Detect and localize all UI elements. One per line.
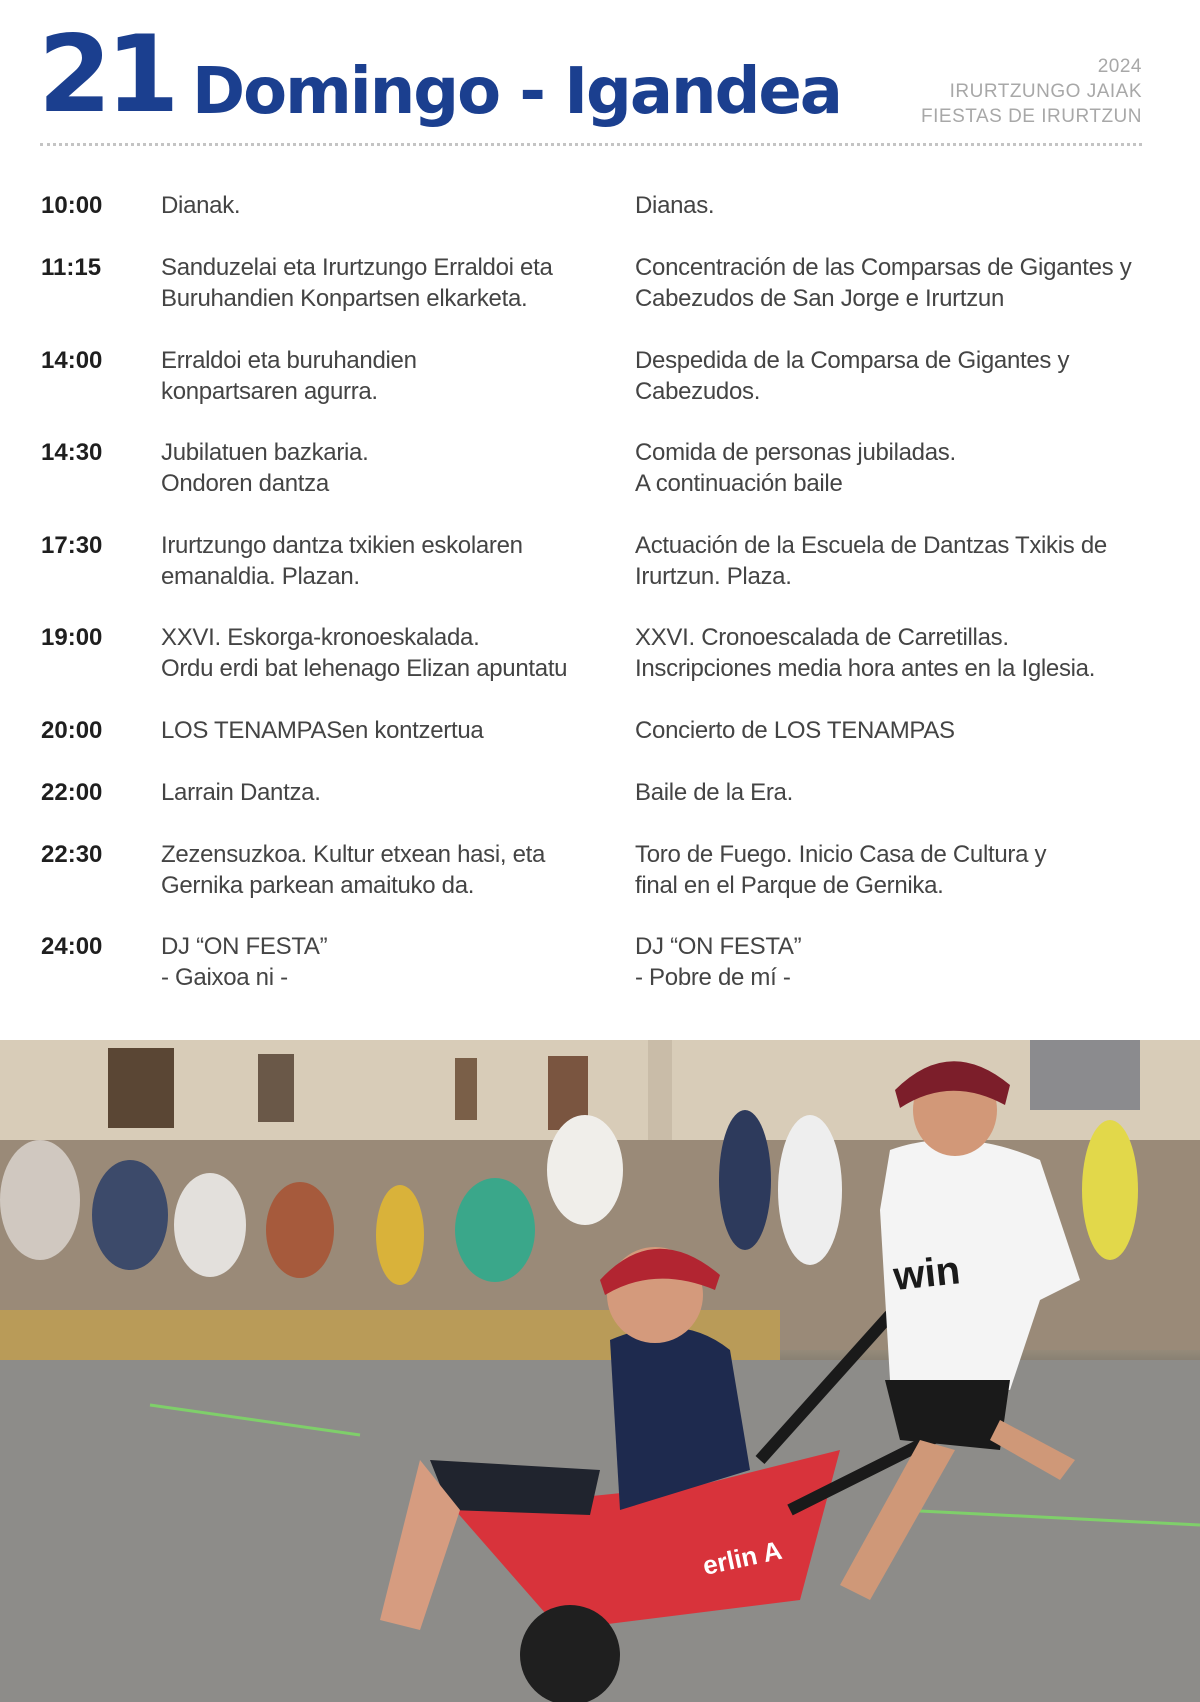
spectator <box>719 1110 771 1250</box>
event-time: 11:15 <box>41 254 102 281</box>
photo-illustration <box>0 1040 1200 1702</box>
edition-year: 2024 <box>1097 56 1142 77</box>
spectator <box>778 1115 842 1265</box>
event-time: 20:00 <box>41 717 103 744</box>
event-basque: Dianak. <box>161 192 241 219</box>
spectator <box>455 1178 535 1282</box>
event-spanish: Dianas. <box>635 192 715 219</box>
building-window <box>455 1058 477 1120</box>
festival-edition <box>921 54 1142 129</box>
building-window <box>108 1048 174 1128</box>
event-basque: DJ “ON FESTA” - Gaixoa ni - <box>161 933 328 991</box>
schedule-row <box>0 530 1200 622</box>
event-basque: Zezensuzkoa. Kultur etxean hasi, eta Gernika parkean amaituko da. <box>161 841 546 899</box>
event-basque: Irurtzungo dantza txikien eskolaren emanaldia. Plazan. <box>161 532 523 590</box>
jersey-sponsor-text: win <box>891 1248 963 1299</box>
event-basque: XXVI. Eskorga-kronoeskalada. Ordu erdi bat lehenago Elizan apuntatu <box>161 624 568 682</box>
event-basque: LOS TENAMPASen kontzertua <box>161 717 484 744</box>
event-time: 14:30 <box>41 439 103 466</box>
event-spanish: Comida de personas jubiladas. A continuación baile <box>635 439 956 497</box>
schedule-list <box>0 190 1200 1001</box>
event-basque: Jubilatuen bazkaria. Ondoren dantza <box>161 439 369 497</box>
day-number: 21 <box>38 13 174 136</box>
schedule-row <box>0 345 1200 437</box>
event-basque: Erraldoi eta buruhandien konpartsaren agurra. <box>161 347 417 405</box>
event-time: 22:30 <box>41 841 103 868</box>
spectator <box>547 1115 623 1225</box>
event-time: 10:00 <box>41 192 103 219</box>
festival-name-es: FIESTAS DE IRURTZUN <box>921 106 1142 127</box>
event-time: 17:30 <box>41 532 103 559</box>
event-basque: Sanduzelai eta Irurtzungo Erraldoi eta Buruhandien Konpartsen elkarketa. <box>161 254 553 312</box>
schedule-row <box>0 931 1200 1001</box>
building-window <box>258 1054 294 1122</box>
festival-name-eu: IRURTZUNGO JAIAK <box>949 81 1142 102</box>
day-title: Domingo - Igandea <box>192 55 841 129</box>
event-time: 24:00 <box>41 933 103 960</box>
spectator <box>266 1182 334 1278</box>
schedule-row <box>0 437 1200 530</box>
event-basque: Larrain Dantza. <box>161 779 321 806</box>
spectator <box>1082 1120 1138 1260</box>
event-spanish: Concentración de las Comparsas de Gigantes y Cabezudos de San Jorge e Irurtzun <box>635 254 1132 312</box>
event-spanish: Actuación de la Escuela de Dantzas Txikis de Irurtzun. Plaza. <box>635 532 1107 590</box>
spectator <box>174 1173 246 1277</box>
spectator <box>92 1160 168 1270</box>
schedule-row <box>0 252 1200 345</box>
event-time: 19:00 <box>41 624 103 651</box>
schedule-row <box>0 622 1200 715</box>
schedule-row <box>0 839 1200 931</box>
schedule-row <box>0 190 1200 252</box>
wheelbarrow-label: erlin A <box>700 1534 785 1581</box>
event-spanish: Despedida de la Comparsa de Gigantes y Cabezudos. <box>635 347 1070 405</box>
spectator <box>0 1140 80 1260</box>
event-spanish: Concierto de LOS TENAMPAS <box>635 717 955 744</box>
building-window <box>1030 1040 1140 1110</box>
schedule-row <box>0 715 1200 777</box>
spectator <box>376 1185 424 1285</box>
wheelbarrow-race-photo <box>0 1040 1200 1702</box>
event-spanish: Baile de la Era. <box>635 779 793 806</box>
wheelbarrow-wheel <box>520 1605 620 1702</box>
event-time: 14:00 <box>41 347 103 374</box>
event-spanish: XXVI. Cronoescalada de Carretillas. Inscripciones media hora antes en la Iglesia. <box>635 624 1096 682</box>
page-header <box>0 0 1200 150</box>
event-spanish: DJ “ON FESTA” - Pobre de mí - <box>635 933 802 991</box>
header-divider <box>40 143 1142 146</box>
event-spanish: Toro de Fuego. Inicio Casa de Cultura y final en el Parque de Gernika. <box>635 841 1047 899</box>
schedule-row <box>0 777 1200 839</box>
event-time: 22:00 <box>41 779 103 806</box>
